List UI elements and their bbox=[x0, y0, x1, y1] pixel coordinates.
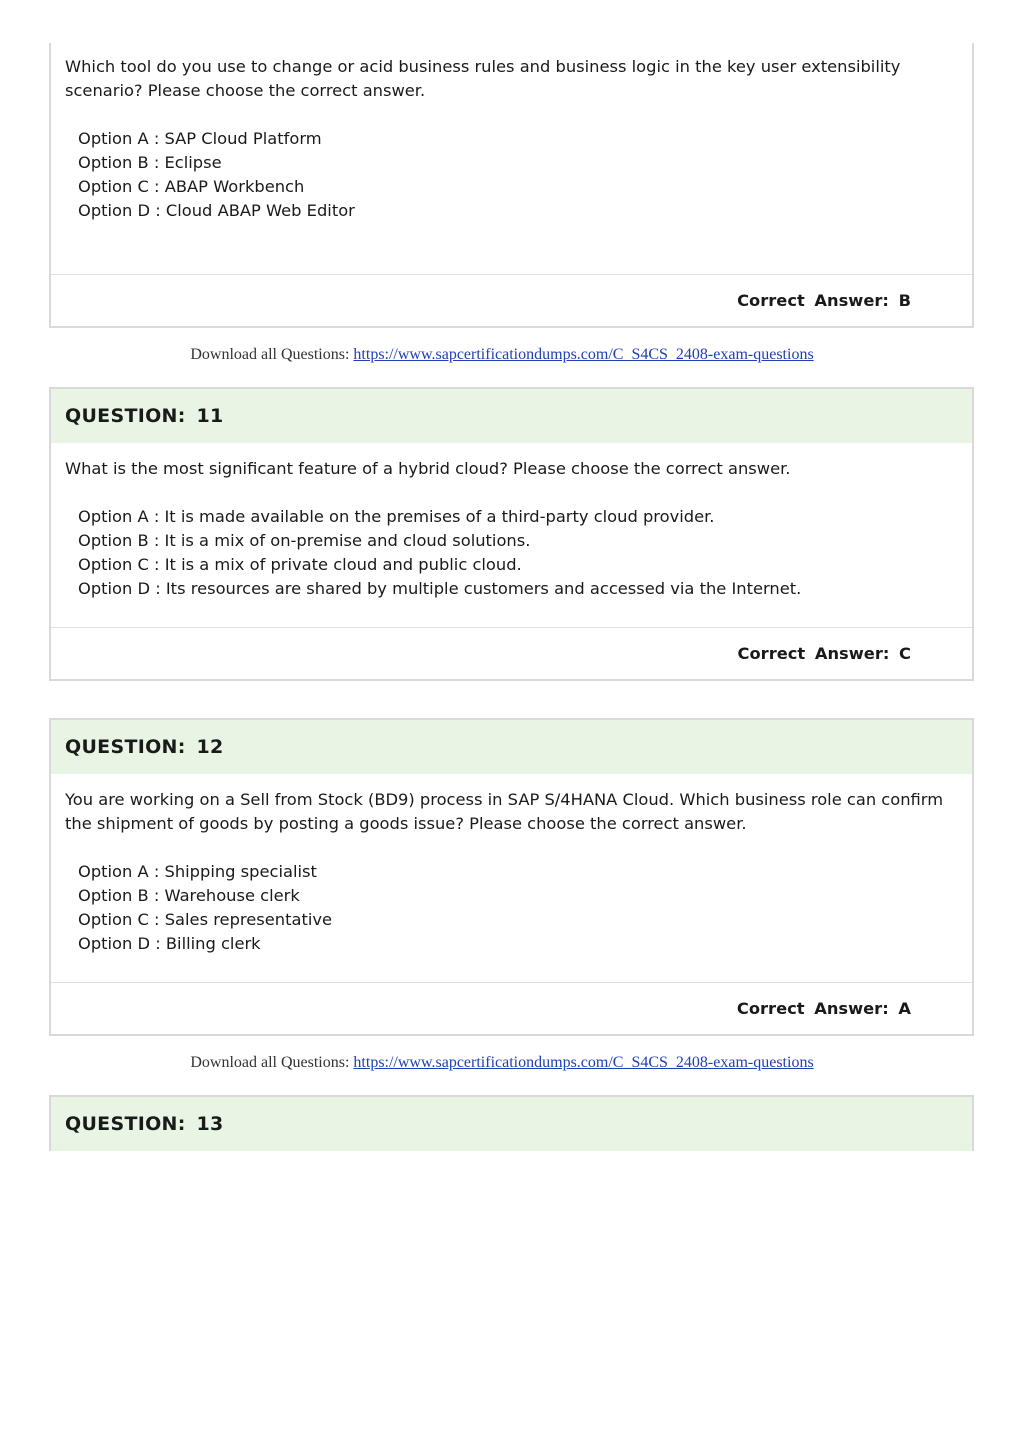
question-body bbox=[51, 774, 972, 982]
download-label: Download all Questions: bbox=[190, 346, 350, 363]
download-label: Download all Questions: bbox=[190, 1054, 350, 1071]
question-header: QUESTION: 11 bbox=[51, 389, 972, 443]
option-d: Option D : Billing clerk bbox=[78, 934, 261, 953]
option-b: Option B : Eclipse bbox=[78, 153, 222, 172]
question-header: QUESTION: 12 bbox=[51, 720, 972, 774]
option-d: Option D : Its resources are shared by multiple customers and accessed via the Internet. bbox=[78, 579, 802, 598]
download-link[interactable]: https://www.sapcertificationdumps.com/C_S4CS_2408-exam-questions bbox=[353, 346, 814, 363]
option-b: Option B : It is a mix of on-premise and cloud solutions. bbox=[78, 531, 531, 550]
question-card-13 bbox=[49, 1095, 974, 1151]
question-header: QUESTION: 13 bbox=[51, 1097, 972, 1151]
option-b: Option B : Warehouse clerk bbox=[78, 886, 300, 905]
download-line bbox=[0, 346, 1004, 364]
option-c: Option C : ABAP Workbench bbox=[78, 177, 305, 196]
question-card-12 bbox=[49, 718, 974, 1036]
option-c: Option C : It is a mix of private cloud and public cloud. bbox=[78, 555, 522, 574]
options-list bbox=[65, 505, 958, 601]
correct-answer: Correct Answer: A bbox=[51, 982, 972, 1034]
question-body bbox=[51, 43, 972, 274]
options-list bbox=[65, 860, 958, 956]
question-card-11 bbox=[49, 387, 974, 681]
download-line bbox=[0, 1054, 1004, 1072]
option-d: Option D : Cloud ABAP Web Editor bbox=[78, 201, 355, 220]
options-list bbox=[65, 127, 958, 223]
option-a: Option A : Shipping specialist bbox=[78, 862, 317, 881]
option-a: Option A : SAP Cloud Platform bbox=[78, 129, 322, 148]
correct-answer: Correct Answer: C bbox=[51, 627, 972, 679]
question-text: You are working on a Sell from Stock (BD9) process in SAP S/4HANA Cloud. Which business role can confirm the shipment of goods by posting a goods issue? Please choose the correct answer. bbox=[65, 790, 944, 833]
question-text: Which tool do you use to change or acid business rules and business logic in the key user extensibility scenario? Please choose the correct answer. bbox=[65, 57, 901, 100]
question-card-10 bbox=[49, 43, 974, 328]
question-body bbox=[51, 443, 972, 627]
question-text: What is the most significant feature of a hybrid cloud? Please choose the correct answer. bbox=[65, 459, 791, 478]
option-a: Option A : It is made available on the premises of a third-party cloud provider. bbox=[78, 507, 715, 526]
correct-answer: Correct Answer: B bbox=[51, 274, 972, 326]
option-c: Option C : Sales representative bbox=[78, 910, 333, 929]
download-link[interactable]: https://www.sapcertificationdumps.com/C_S4CS_2408-exam-questions bbox=[353, 1054, 814, 1071]
